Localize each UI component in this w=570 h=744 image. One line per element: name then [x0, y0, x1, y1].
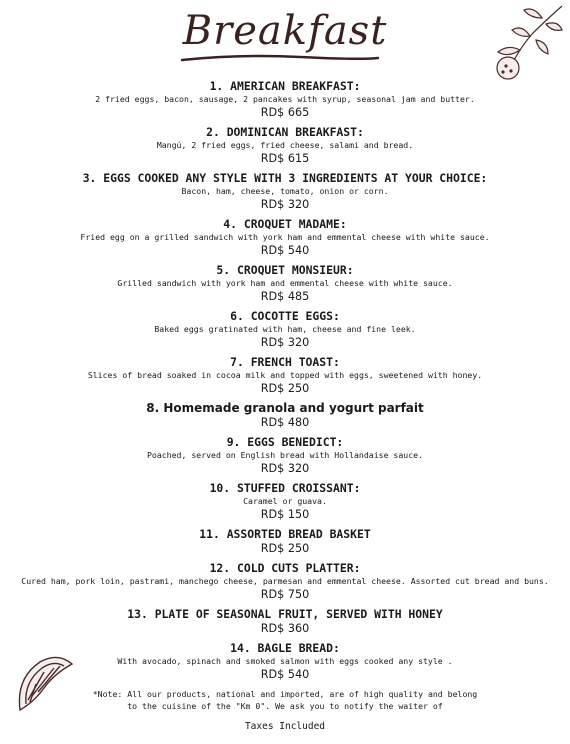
title-underline	[180, 52, 380, 66]
menu-item	[0, 309, 570, 350]
item-name: 6. COCOTTE EGGS:	[230, 309, 340, 323]
menu-title: Breakfast	[182, 8, 388, 54]
item-price: RD$ 615	[260, 152, 310, 165]
item-description: Fried egg on a grilled sandwich with york ham and emmental cheese with white sauce.	[80, 232, 490, 242]
item-price: RD$ 665	[260, 106, 310, 119]
menu-item	[0, 561, 570, 602]
item-description: Caramel or guava.	[243, 496, 327, 506]
menu-item	[0, 607, 570, 636]
menu-item	[0, 125, 570, 166]
item-description: Mangú, 2 fried eggs, fried cheese, salami and bread.	[156, 140, 414, 150]
item-price: RD$ 540	[260, 668, 310, 681]
menu-item	[0, 481, 570, 522]
item-description: With avocado, spinach and smoked salmon with eggs cooked any style .	[117, 656, 453, 666]
item-description: Bacon, ham, cheese, tomato, onion or corn.	[181, 186, 389, 196]
item-name: 14. BAGLE BREAD:	[230, 641, 340, 655]
menu-item	[0, 355, 570, 396]
footnote	[90, 688, 480, 712]
item-price: RD$ 480	[260, 416, 310, 429]
item-price: RD$ 540	[260, 244, 310, 257]
item-name: 7. FRENCH TOAST:	[230, 355, 340, 369]
item-price: RD$ 485	[260, 290, 310, 303]
item-name: 3. EGGS COOKED ANY STYLE WITH 3 INGREDIENTS AT YOUR CHOICE:	[82, 171, 488, 185]
item-description: Slices of bread soaked in cocoa milk and topped with eggs, sweetened with honey.	[87, 370, 483, 380]
item-price: RD$ 320	[260, 462, 310, 475]
item-price: RD$ 150	[260, 508, 310, 521]
footnote-line: *Note: All our products, national and imported, are of high quality and belong	[92, 689, 478, 699]
item-name: 9. EGGS BENEDICT:	[226, 435, 344, 449]
menu-item	[0, 641, 570, 682]
item-description: Baked eggs gratinated with ham, cheese and fine leek.	[154, 324, 416, 334]
item-description: Cured ham, pork loin, pastrami, manchego cheese, parmesan and emmental cheese. Assorted cut bread and buns.	[21, 576, 549, 586]
item-price: RD$ 320	[260, 336, 310, 349]
menu-item	[0, 401, 570, 430]
menu-list	[0, 79, 570, 687]
item-name: 2. DOMINICAN BREAKFAST:	[206, 125, 364, 139]
item-price: RD$ 250	[260, 382, 310, 395]
orange-slice-icon	[14, 654, 76, 716]
menu-item	[0, 217, 570, 258]
item-name: 12. COLD CUTS PLATTER:	[209, 561, 361, 575]
item-price: RD$ 360	[260, 622, 310, 635]
menu-item	[0, 527, 570, 556]
menu-item	[0, 79, 570, 120]
orange-branch-icon	[484, 4, 564, 82]
menu-item	[0, 263, 570, 304]
item-price: RD$ 320	[260, 198, 310, 211]
item-name: 8. Homemade granola and yogurt parfait	[146, 401, 424, 415]
item-price: RD$ 250	[260, 542, 310, 555]
item-description: 2 fried eggs, bacon, sausage, 2 pancakes with syrup, seasonal jam and butter.	[95, 94, 475, 104]
footnote-line: to the cuisine of the "Km 0". We ask you to notify the waiter of	[127, 701, 443, 711]
item-name: 1. AMERICAN BREAKFAST:	[209, 79, 361, 93]
item-price: RD$ 750	[260, 588, 310, 601]
item-description: Poached, served on English bread with Hollandaise sauce.	[146, 450, 424, 460]
taxes-note: Taxes Included	[244, 721, 326, 732]
item-description: Grilled sandwich with york ham and emmental cheese with white sauce.	[117, 278, 453, 288]
menu-item	[0, 171, 570, 212]
menu-item	[0, 435, 570, 476]
item-name: 10. STUFFED CROISSANT:	[209, 481, 361, 495]
item-name: 4. CROQUET MADAME:	[223, 217, 347, 231]
item-name: 11. ASSORTED BREAD BASKET	[199, 527, 371, 541]
item-name: 5. CROQUET MONSIEUR:	[216, 263, 354, 277]
item-name: 13. PLATE OF SEASONAL FRUIT, SERVED WITH HONEY	[127, 607, 443, 621]
